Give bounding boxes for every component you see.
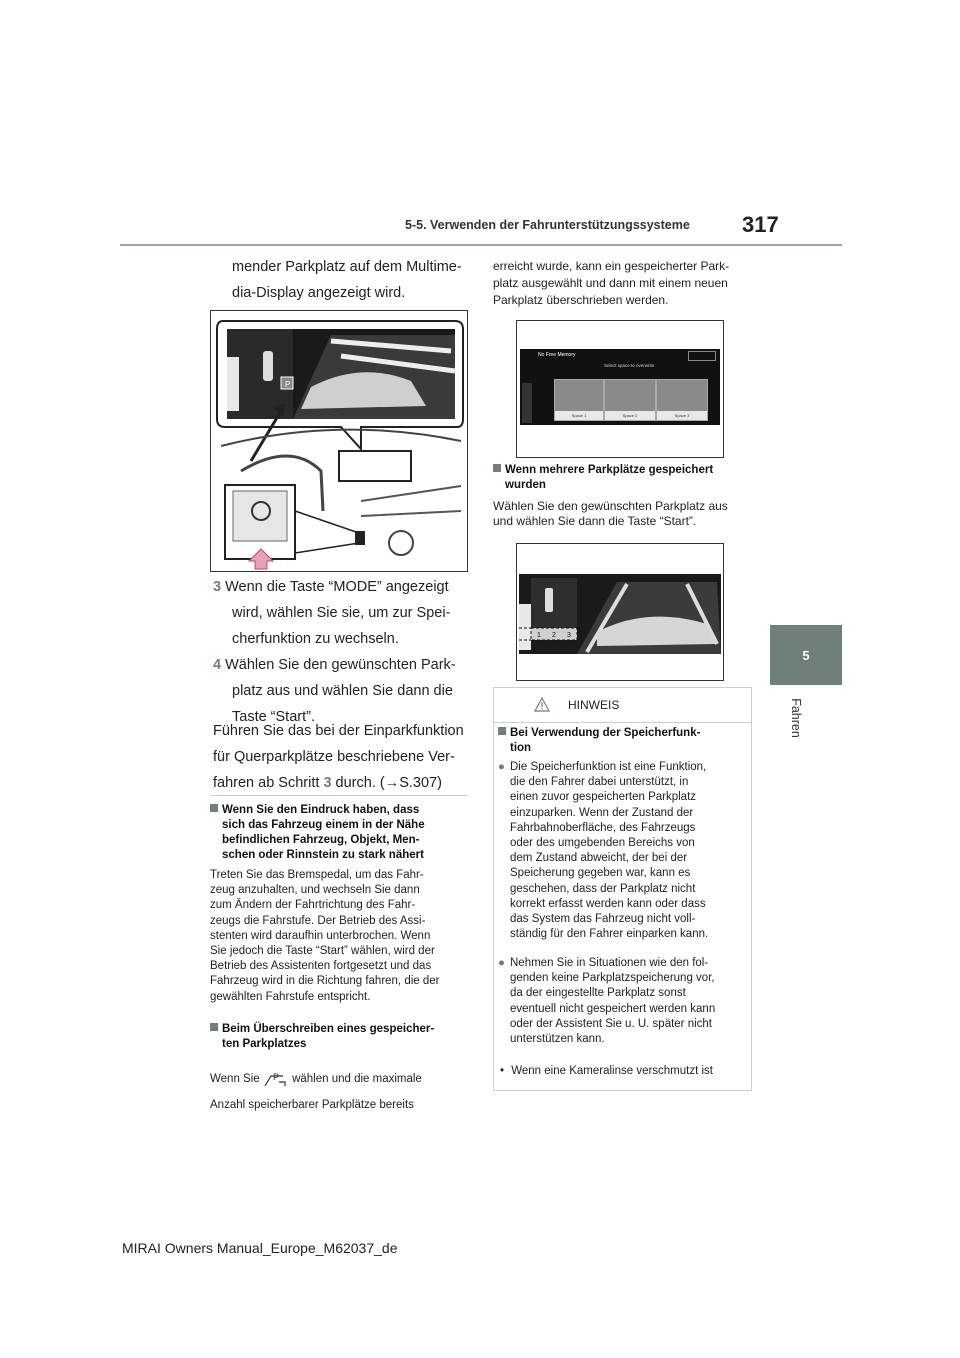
body-line: Fahrzeug wird in die Richtung fahren, die der: [210, 975, 440, 988]
parking-memory-icon: [263, 1070, 289, 1088]
head-line: befindlichen Fahrzeug, Objekt, Men-: [222, 834, 420, 846]
body-line: Wenn Sie: [210, 1073, 260, 1085]
step-number: 3: [213, 579, 222, 595]
paragraph-line: Führen Sie das bei der Einparkfunktion: [213, 723, 464, 739]
body-line: genden keine Parkplatzspeicherung vor,: [510, 972, 715, 985]
paragraph-line: für Querparkplätze beschriebene Ver-: [213, 749, 455, 765]
section-head-overwrite: [210, 1022, 472, 1052]
body-line: korrekt erfasst werden kann oder dass: [510, 897, 706, 910]
multi-space-illustration: [517, 544, 723, 680]
body-line: zum Ändern der Fahrtrichtung des Fahr-: [210, 899, 416, 912]
body-line: erreicht wurde, kann ein gespeicherter Park-: [493, 259, 730, 273]
head-line: ten Parkplatzes: [222, 1038, 307, 1050]
head-line: Bei Verwendung der Speicherfunk-: [510, 727, 701, 739]
dot-bullet-icon: ●: [498, 761, 505, 773]
right-intro: [493, 258, 753, 309]
divider: [210, 795, 468, 796]
body-line: gewählten Fahrstufe entspricht.: [210, 990, 371, 1003]
slot-number: 1: [537, 632, 541, 639]
step-text: wird, wählen Sie sie, um zur Spei-: [232, 605, 451, 621]
body-line: dem Zustand abweicht, der bei der: [510, 852, 688, 865]
space-slot[interactable]: [554, 379, 604, 421]
note-sub-item: [500, 1064, 750, 1079]
overwrite-screen-figure: [516, 320, 724, 458]
screen-title: No Free Memory: [538, 352, 576, 358]
intro-line: mender Parkplatz auf dem Multime-: [232, 259, 462, 275]
section-body-overwrite: [210, 1066, 480, 1118]
intro-line: dia-Display angezeigt wird.: [232, 285, 406, 301]
note-header: [494, 688, 751, 723]
step-text: platz aus und wählen Sie dann die: [232, 683, 453, 699]
body-line: Parkplatz überschrieben werden.: [493, 293, 669, 307]
paragraph-line: fahren ab Schritt: [213, 775, 320, 791]
dot-bullet-icon: ●: [498, 957, 505, 969]
small-dot-icon: •: [500, 1065, 505, 1077]
note-label: HINWEIS: [568, 698, 620, 712]
note-section-head: [498, 726, 748, 756]
display-screen: [520, 349, 720, 425]
space-slot[interactable]: [656, 379, 708, 421]
body-line: unterstützen kann.: [510, 1033, 605, 1046]
section-body-approach: [210, 868, 480, 1005]
body-line: die den Fahrer dabei unterstützt, in: [510, 776, 689, 789]
body-line: Wenn eine Kameralinse verschmutzt ist: [511, 1065, 713, 1077]
head-line: schen oder Rinnstein zu stark nähert: [222, 849, 424, 861]
body-line: Speicherung gegeben war, kann es: [510, 867, 691, 880]
step-text: Wählen Sie den gewünschten Park-: [225, 657, 456, 673]
body-line: und wählen Sie dann die Taste “Start”.: [493, 514, 697, 529]
section-body-multiple: [493, 499, 755, 529]
chapter-number: 5: [802, 647, 810, 663]
paragraph: [213, 718, 483, 796]
side-menu: [522, 383, 532, 423]
section-head-approach: [210, 803, 472, 863]
section-head-multiple: [493, 463, 755, 493]
body-line: oder des umgebenden Bereichs von: [510, 837, 695, 850]
step-text: Taste “Start”.: [232, 709, 315, 725]
note-item-1: [498, 760, 748, 942]
head-line: sich das Fahrzeug einem in der Nähe: [222, 819, 425, 831]
square-bullet-icon: [498, 727, 506, 735]
p-badge: P: [285, 380, 291, 389]
space-label: Space 3: [657, 411, 707, 420]
page-link[interactable]: durch. (→S.307): [335, 775, 442, 791]
body-line: Die Speicherfunktion ist eine Funktion,: [510, 761, 707, 773]
dashboard-figure: [210, 310, 468, 572]
section-title: 5-5. Verwenden der Fahrunterstützungssysteme: [405, 218, 690, 232]
body-line: wählen und die maximale: [292, 1073, 422, 1085]
step-text: cherfunktion zu wechseln.: [232, 631, 399, 647]
body-line: Fahrbahnoberfläche, des Fahrzeugs: [510, 821, 696, 834]
chapter-tab: [770, 625, 842, 685]
step-reference: 3: [323, 775, 332, 791]
body-line: geschehen, dass der Parkplatz nicht: [510, 882, 696, 895]
header-rule: [120, 244, 842, 246]
square-bullet-icon: [210, 804, 218, 812]
body-line: Betrieb des Assistenten fortgesetzt und das: [210, 960, 432, 973]
body-line: ständig für den Fahrer einparken kann.: [510, 928, 709, 941]
body-line: zeug anzuhalten, und wechseln Sie dann: [210, 884, 420, 897]
note-item-2: [498, 956, 748, 1047]
warning-icon: [534, 697, 550, 713]
intro-text: [232, 254, 462, 306]
head-line: wurden: [505, 479, 546, 491]
body-line: einen zuvor gespeicherten Parkplatz: [510, 791, 697, 804]
body-line: Wählen Sie den gewünschten Parkplatz aus: [493, 499, 728, 513]
body-line: Nehmen Sie in Situationen wie den fol-: [510, 957, 709, 969]
step-text: Wenn die Taste “MODE” angezeigt: [225, 579, 449, 595]
note-box: [493, 687, 752, 1091]
svg-text:P: P: [272, 1071, 279, 1082]
chapter-label-text: Fahren: [789, 698, 804, 738]
body-line: platz ausgewählt und dann mit einem neuen: [493, 276, 728, 290]
screen-subtitle: Select space to overwrite: [604, 363, 655, 368]
body-line: Treten Sie das Bremspedal, um das Fahr-: [210, 869, 424, 881]
head-line: Wenn mehrere Parkplätze gespeichert: [505, 464, 714, 476]
step-number: 4: [213, 657, 222, 673]
head-line: Beim Überschreiben eines gespeicher-: [222, 1023, 435, 1035]
slot-number: 3: [567, 632, 571, 639]
footer-text: MIRAI Owners Manual_Europe_M62037_de: [122, 1240, 398, 1256]
body-line: das System das Fahrzeug nicht voll-: [510, 913, 696, 926]
head-line: Wenn Sie den Eindruck haben, dass: [222, 804, 420, 816]
page-number: 317: [742, 212, 779, 237]
step-3: [213, 574, 473, 652]
multiple-spaces-figure: [516, 543, 724, 681]
head-line: tion: [510, 742, 532, 754]
back-button[interactable]: [688, 351, 716, 361]
body-line: Anzahl speicherbarer Parkplätze bereits: [210, 1099, 414, 1111]
body-line: stenten wird daraufhin unterbrochen. Wenn: [210, 929, 431, 942]
body-line: oder der Assistent Sie u. U. später nicht: [510, 1017, 712, 1030]
square-bullet-icon: [210, 1023, 218, 1031]
body-line: eventuell nicht gespeichert werden kann: [510, 1002, 716, 1015]
body-line: Sie jedoch die Taste “Start” wählen, wird der: [210, 945, 435, 958]
space-slot[interactable]: [604, 379, 656, 421]
space-label: Space 1: [555, 411, 603, 420]
body-line: einzuparken. Wenn der Zustand der: [510, 806, 694, 819]
chapter-label: [780, 688, 812, 748]
body-line: zeugs die Fahrstufe. Der Betrieb des Assi-: [210, 914, 426, 927]
dashboard-illustration: [211, 311, 467, 571]
space-label: Space 2: [605, 411, 655, 420]
slot-number: 2: [552, 632, 556, 639]
square-bullet-icon: [493, 464, 501, 472]
body-line: da der eingestellte Parkplatz sonst: [510, 987, 686, 1000]
